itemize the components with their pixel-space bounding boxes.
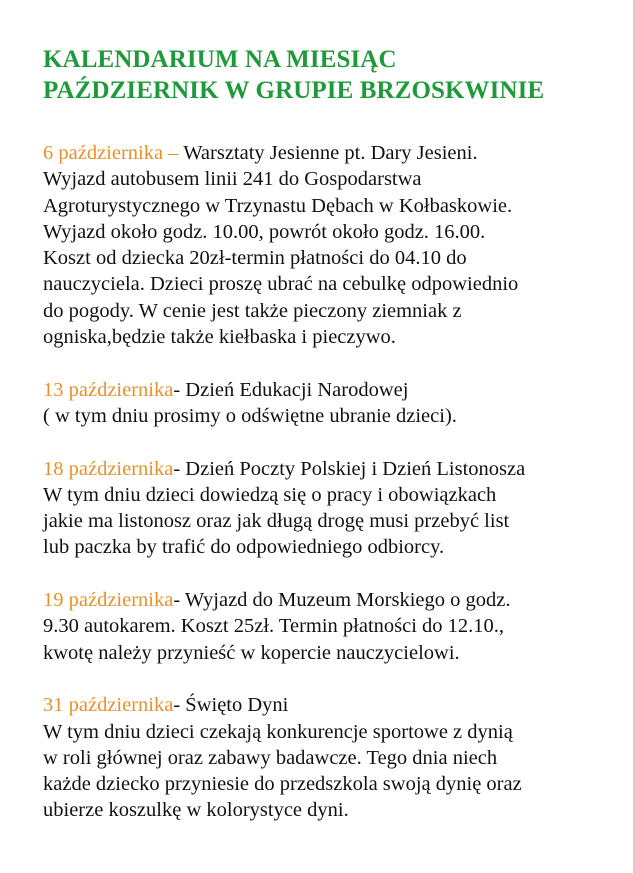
entry-line: Wyjazd około godz. 10.00, powrót około godz. 16.00. bbox=[43, 220, 486, 243]
entry-line: jakie ma listonosz oraz jak długą drogę musi przebyć list bbox=[43, 510, 510, 533]
entry-date: 19 października bbox=[43, 589, 174, 612]
title-line-1: KALENDARIUM NA MIESIĄC bbox=[43, 46, 397, 73]
entry-heading-line bbox=[43, 140, 618, 166]
page-title bbox=[43, 44, 623, 106]
calendar-entries bbox=[43, 140, 618, 850]
entry-13-october bbox=[43, 377, 618, 430]
entry-line: 9.30 autokarem. Koszt 25zł. Termin płatności do 12.10., bbox=[43, 615, 505, 638]
entry-line: lub paczka by trafić do odpowiedniego odbiorcy. bbox=[43, 536, 445, 559]
entry-line: ( w tym dniu prosimy o odświętne ubranie dzieci). bbox=[43, 404, 457, 427]
entry-line: Wyjazd autobusem linii 241 do Gospodarstwa bbox=[43, 168, 422, 191]
entry-line: Agroturystycznego w Trzynastu Dębach w Kołbaskowie. bbox=[43, 194, 513, 217]
entry-line: W tym dniu dzieci dowiedzą się o pracy i obowiązkach bbox=[43, 483, 497, 506]
entry-line: W tym dniu dzieci czekają konkurencje sportowe z dynią bbox=[43, 720, 513, 743]
entry-title: - Dzień Edukacji Narodowej bbox=[173, 378, 409, 401]
entry-line: ubierze koszulkę w kolorystyce dyni. bbox=[43, 799, 349, 822]
entry-19-october bbox=[43, 587, 618, 666]
entry-date: 31 października bbox=[43, 694, 174, 717]
entry-line: nauczyciela. Dzieci proszę ubrać na cebulkę odpowiednio bbox=[43, 273, 519, 296]
entry-heading-line bbox=[43, 692, 618, 718]
entry-date: 6 października – bbox=[43, 142, 179, 164]
entry-date: 13 października bbox=[43, 378, 174, 401]
entry-heading-line bbox=[43, 587, 618, 613]
entry-title: - Święto Dyni bbox=[173, 694, 289, 717]
entry-heading-line bbox=[43, 377, 618, 403]
entry-date: 18 października bbox=[43, 457, 174, 480]
entry-line: w roli głównej oraz zabawy badawcze. Tego dnia niech bbox=[43, 746, 498, 769]
entry-title: - Dzień Poczty Polskiej i Dzień Listonosza bbox=[173, 457, 526, 480]
entry-title: - Wyjazd do Muzeum Morskiego o godz. bbox=[173, 589, 511, 612]
entry-18-october bbox=[43, 456, 618, 561]
entry-line: Koszt od dziecka 20zł-termin płatności do 04.10 do bbox=[43, 247, 467, 270]
entry-line: do pogody. W cenie jest także pieczony ziemniak z bbox=[43, 299, 462, 322]
title-line-2: PAŹDZIERNIK W GRUPIE BRZOSKWINIE bbox=[43, 77, 545, 104]
entry-6-october bbox=[43, 140, 618, 350]
entry-line: każde dziecko przyniesie do przedszkola swoją dynię oraz bbox=[43, 773, 522, 796]
entry-line: ogniska,będzie także kiełbaska i pieczywo. bbox=[43, 326, 396, 349]
entry-title: Warsztaty Jesienne pt. Dary Jesieni. bbox=[178, 142, 478, 164]
entry-31-october bbox=[43, 692, 618, 823]
entry-line: kwotę należy przynieść w kopercie nauczycielowi. bbox=[43, 641, 460, 664]
entry-heading-line bbox=[43, 456, 618, 482]
